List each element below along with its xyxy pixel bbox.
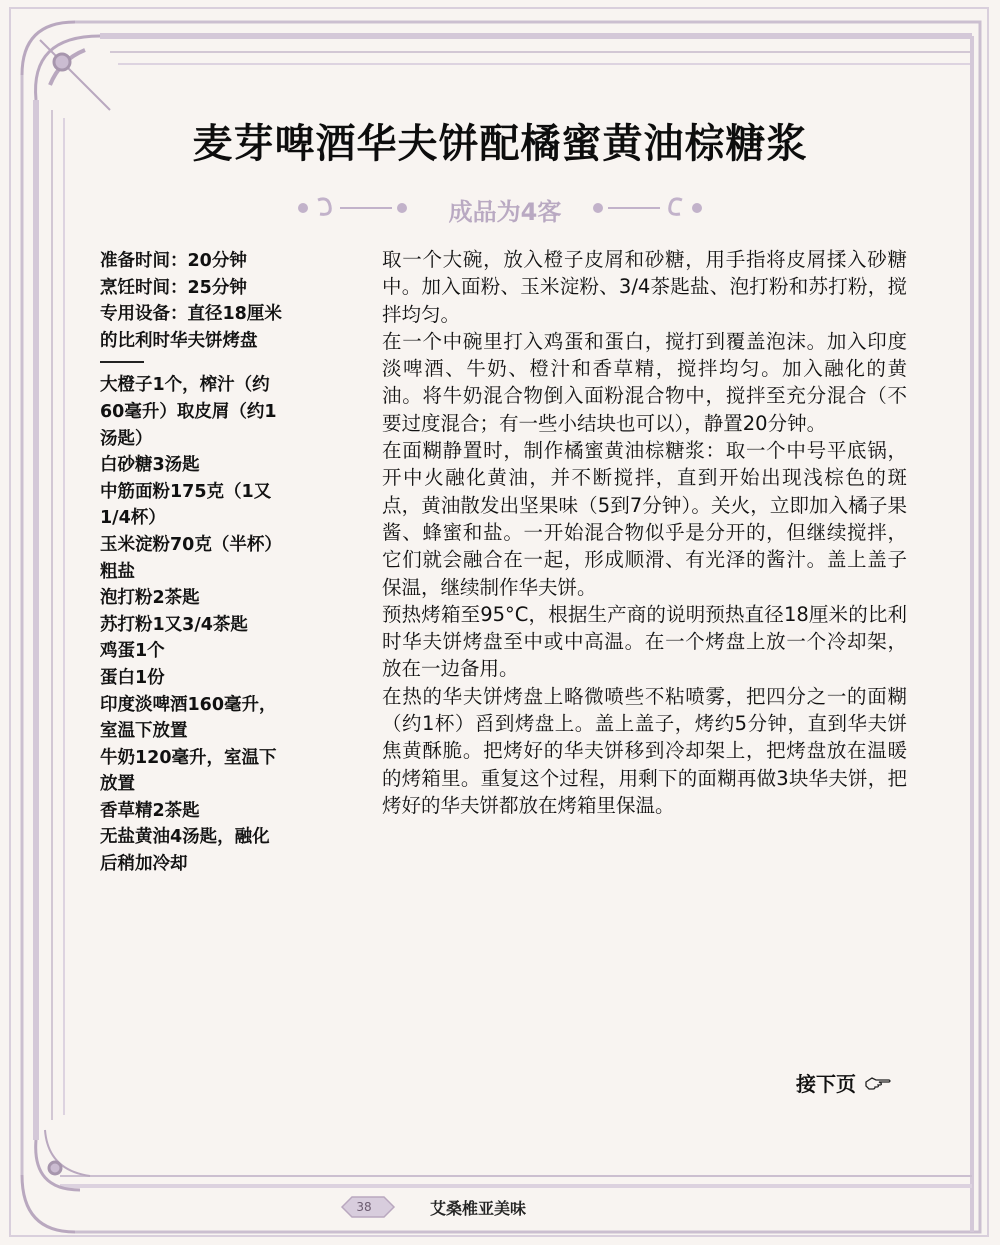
ingredient-line: 大橙子1个，榨汁（约 (100, 375, 270, 396)
book-title: 艾桑椎亚美味 (430, 1199, 527, 1218)
ingredient-line: 鸡蛋1个 (100, 641, 165, 662)
corner-ornament-top-left (22, 22, 110, 110)
next-page-indicator (796, 1068, 892, 1097)
ingredient-line: 牛奶120毫升，室温下 (100, 747, 277, 768)
page-number: 38 (356, 1200, 372, 1214)
ingredient-line: 中筋面粉175克（1又 (100, 481, 272, 502)
ingredient-line: 汤匙） (100, 428, 153, 449)
page-footer (340, 1190, 700, 1224)
section-divider (100, 354, 330, 372)
instructions-column (382, 246, 907, 819)
ingredient-line: 印度淡啤酒160毫升， (100, 694, 277, 715)
ingredient-line: 蛋白1份 (100, 667, 165, 688)
meta-line: 准备时间：20分钟 (100, 251, 247, 271)
ingredient-line: 玉米淀粉70克（半杯） (100, 534, 282, 555)
serving-size: 成品为4客 (448, 198, 562, 226)
next-page-label: 接下页 (796, 1072, 856, 1096)
meta-line: 的比利时华夫饼烤盘 (100, 330, 258, 351)
ingredients-column (100, 248, 330, 878)
meta-line: 专用设备：直径18厘米 (100, 304, 282, 325)
serving-row (290, 188, 720, 228)
instruction-step: 取一个大碗，放入橙子皮屑和砂糖，用手指将皮屑揉入砂糖中。加入面粉、玉米淀粉、3/4茶匙盐、泡打粉和苏打粉，搅拌均匀。 (382, 248, 907, 326)
ingredient-line: 粗盐 (100, 561, 135, 582)
instruction-step: 预热烤箱至95°C，根据生产商的说明预热直径18厘米的比利时华夫饼烤盘至中或中高温。在一个烤盘上放一个冷却架，放在一边备用。 (382, 602, 907, 681)
instruction-step: 在热的华夫饼烤盘上略微喷些不粘喷雾，把四分之一的面糊（约1杯）舀到烤盘上。盖上盖子，烤约5分钟，直到华夫饼焦黄酥脆。把烤好的华夫饼移到冷却架上，把烤盘放在温暖的烤箱里。重复这个过程，用剩下的面糊再做3块华夫饼，把烤好的华夫饼都放在烤箱里保温。 (382, 684, 907, 817)
pointing-hand-icon (864, 1074, 892, 1092)
ingredient-line: 白砂糖3汤匙 (100, 455, 200, 476)
ingredient-line: 香草精2茶匙 (100, 800, 200, 821)
instruction-step: 在一个中碗里打入鸡蛋和蛋白，搅打到覆盖泡沫。加入印度淡啤酒、牛奶、橙汁和香草精，搅拌均匀。加入融化的黄油。将牛奶混合物倒入面粉混合物中，搅拌至充分混合（不要过度混合；有一些小结块也可以），静置20分钟。 (382, 329, 907, 435)
ingredient-line: 后稍加冷却 (100, 854, 188, 875)
ingredient-line: 1/4杯） (100, 508, 166, 529)
corner-ornament-bottom-left (22, 1130, 90, 1232)
ingredient-line: 无盐黄油4汤匙，融化 (100, 827, 270, 848)
ingredient-line: 泡打粉2茶匙 (100, 588, 200, 609)
ingredient-line: 室温下放置 (100, 721, 188, 742)
ingredient-line: 苏打粉1又3/4茶匙 (100, 614, 248, 635)
meta-line: 烹饪时间：25分钟 (100, 277, 247, 298)
ingredient-line: 放置 (100, 774, 135, 795)
recipe-title: 麦芽啤酒华夫饼配橘蜜黄油棕糖浆 (192, 121, 808, 167)
instruction-step: 在面糊静置时，制作橘蜜黄油棕糖浆：取一个中号平底锅，开中火融化黄油，并不断搅拌，直到开始出现浅棕色的斑点，黄油散发出坚果味（5到7分钟）。关火，立即加入橘子果酱、蜂蜜和盐。一开始混合物似乎是分开的，但继续搅拌，它们就会融合在一起，形成顺滑、有光泽的酱汁。盖上盖子保温，继续制作华夫饼。 (382, 439, 907, 599)
ingredient-line: 60毫升）取皮屑（约1 (100, 401, 277, 422)
